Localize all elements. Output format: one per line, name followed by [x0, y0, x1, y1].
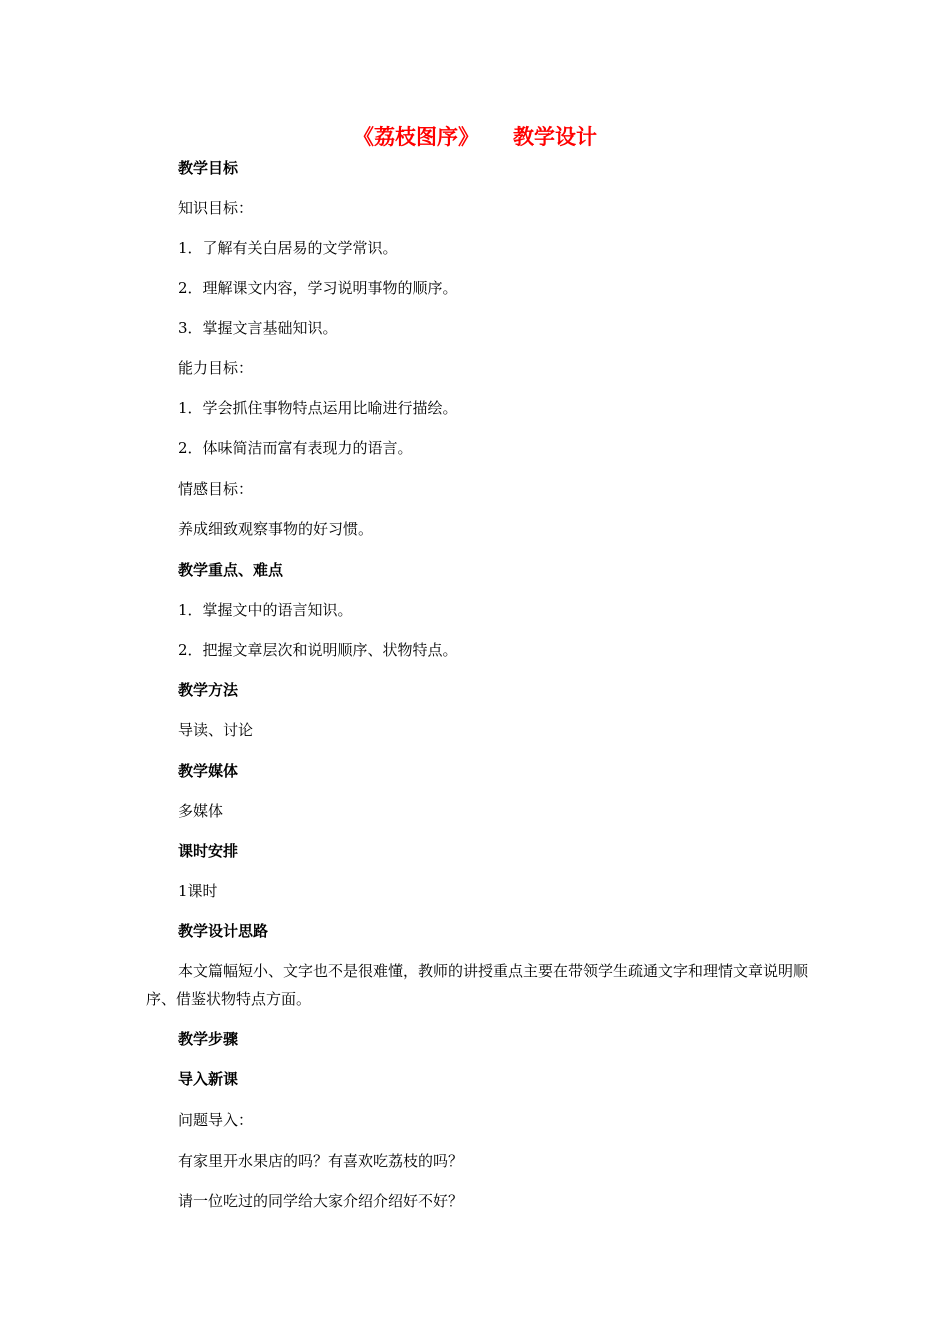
text-line: 1课时 — [178, 882, 218, 900]
heading-teaching-goals: 教学目标 — [178, 159, 239, 177]
heading-teaching-media: 教学媒体 — [178, 762, 239, 780]
label-emotion-goals: 情感目标： — [178, 480, 254, 498]
list-item: 1．掌握文中的语言知识。 — [178, 601, 353, 619]
heading-intro: 导入新课 — [178, 1070, 239, 1088]
heading-key-points: 教学重点、难点 — [178, 561, 284, 579]
heading-schedule: 课时安排 — [178, 842, 239, 860]
text-line: 多媒体 — [178, 802, 224, 820]
text-line: 养成细致观察事物的好习惯。 — [178, 520, 374, 538]
list-item: 1．学会抓住事物特点运用比喻进行描绘。 — [178, 399, 458, 417]
list-item: 2．把握文章层次和说明顺序、状物特点。 — [178, 641, 458, 659]
text-line: 有家里开水果店的吗？有喜欢吃荔枝的吗？ — [178, 1152, 464, 1170]
list-item: 2．体味简洁而富有表现力的语言。 — [178, 439, 413, 457]
design-idea-paragraph: 本文篇幅短小、文字也不是很难懂，教师的讲授重点主要在带领学生疏通文字和理情文章说明顺序、借鉴状物特点方面。 — [146, 962, 809, 1008]
label-knowledge-goals: 知识目标： — [178, 199, 254, 217]
list-item: 1．了解有关白居易的文学常识。 — [178, 239, 398, 257]
document-title — [0, 121, 950, 151]
text-line: 导读、讨论 — [178, 721, 254, 739]
list-item: 3．掌握文言基础知识。 — [178, 319, 338, 337]
heading-teaching-steps: 教学步骤 — [178, 1030, 239, 1048]
list-item: 2．理解课文内容，学习说明事物的顺序。 — [178, 279, 458, 297]
heading-design-idea: 教学设计思路 — [178, 922, 269, 940]
heading-teaching-method: 教学方法 — [178, 681, 239, 699]
text-line: 请一位吃过的同学给大家介绍介绍好不好？ — [178, 1192, 464, 1210]
label-question-intro: 问题导入： — [178, 1111, 254, 1129]
title-suffix: 教学设计 — [513, 125, 597, 149]
title-book-name: 《荔枝图序》 — [353, 125, 479, 149]
label-ability-goals: 能力目标： — [178, 359, 254, 377]
